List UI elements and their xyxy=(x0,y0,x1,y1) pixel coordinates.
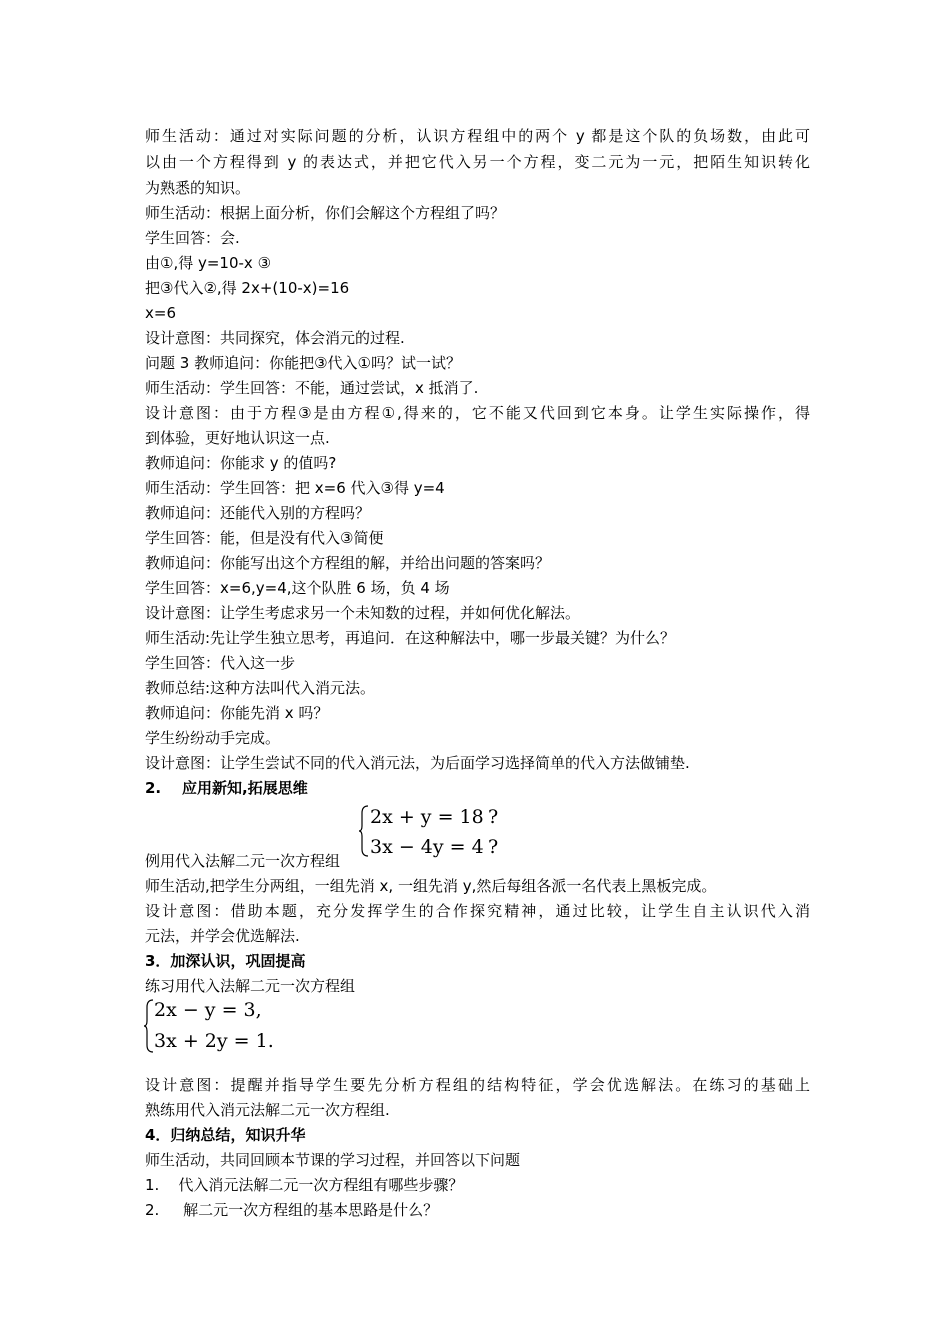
paragraph-line: 教师总结:这种方法叫代入消元法。 xyxy=(145,679,376,697)
practice-equation-1: 2x − y = 3, xyxy=(154,999,262,1021)
question-item: 1. 代入消元法解二元一次方程组有哪些步骤？ xyxy=(145,1176,464,1194)
paragraph-line: x=6 xyxy=(145,304,176,322)
section-heading: 4．归纳总结，知识升华 xyxy=(145,1126,306,1144)
example-equation-2: 3x − 4y = 4 xyxy=(370,836,484,858)
paragraph-line: 教师追问：还能代入别的方程吗？ xyxy=(145,504,371,522)
example-equation-1: 2x + y = 18 xyxy=(370,806,484,828)
equation-brace xyxy=(358,804,370,858)
paragraph-line: 例用代入法解二元一次方程组 xyxy=(145,852,341,870)
paragraph-line: 师生活动：学生回答：把 x=6 代入③得 y=4 xyxy=(145,479,445,497)
paragraph-line: 设计意图：让学生尝试不同的代入消元法，为后面学习选择简单的代入方法做铺垫. xyxy=(145,754,690,772)
paragraph-line: 师生活动：通过对实际问题的分析，认识方程组中的两个 y 都是这个队的负场数，由此可 xyxy=(145,127,810,145)
equation-label-1: ? xyxy=(488,806,499,828)
question-item: 2. 解二元一次方程组的基本思路是什么？ xyxy=(145,1201,439,1219)
paragraph-line: 到体验，更好地认识这一点. xyxy=(145,429,330,447)
paragraph-line: 设计意图：借助本题，充分发挥学生的合作探究精神，通过比较，让学生自主认识代入消 xyxy=(145,902,810,920)
paragraph-line: 问题 3 教师追问：你能把③代入①吗？试一试？ xyxy=(145,354,461,372)
paragraph-line: 以由一个方程得到 y 的表达式，并把它代入另一个方程，变二元为一元，把陌生知识转化 xyxy=(145,153,810,171)
paragraph-line: 学生回答：代入这一步 xyxy=(145,654,296,672)
paragraph-line: 教师追问：你能求 y 的值吗? xyxy=(145,454,337,472)
paragraph-line: 由①,得 y=10-x ③ xyxy=(145,254,272,272)
paragraph-line: 学生回答：能，但是没有代入③简便 xyxy=(145,529,384,547)
paragraph-line: 学生回答：会. xyxy=(145,229,240,247)
section-heading: 3．加深认识，巩固提高 xyxy=(145,952,306,970)
paragraph-line: 为熟悉的知识。 xyxy=(145,179,251,197)
paragraph-line: 教师追问：你能先消 x 吗？ xyxy=(145,704,329,722)
paragraph-line: 设计意图：由于方程③是由方程①,得来的，它不能又代回到它本身。让学生实际操作，得 xyxy=(145,404,810,422)
paragraph-line: 把③代入②,得 2x+(10-x)=16 xyxy=(145,279,350,297)
paragraph-line: 设计意图：共同探究，体会消元的过程. xyxy=(145,329,405,347)
paragraph-line: 学生纷纷动手完成。 xyxy=(145,729,281,747)
paragraph-line: 设计意图：让学生考虑求另一个未知数的过程，并如何优化解法。 xyxy=(145,604,581,622)
paragraph-line: 设计意图：提醒并指导学生要先分析方程组的结构特征，学会优选解法。在练习的基础上 xyxy=(145,1076,810,1094)
paragraph-line: 熟练用代入消元法解二元一次方程组. xyxy=(145,1101,390,1119)
paragraph-line: 师生活动：根据上面分析，你们会解这个方程组了吗？ xyxy=(145,204,506,222)
paragraph-line: 练习用代入法解二元一次方程组 xyxy=(145,977,356,995)
paragraph-line: 师生活动,把学生分两组，一组先消 x, 一组先消 y,然后每组各派一名代表上黑板完成。 xyxy=(145,877,717,895)
equation-label-2: ? xyxy=(488,836,499,858)
section-heading: 2. 应用新知,拓展思维 xyxy=(145,779,308,797)
paragraph-line: 学生回答：x=6,y=4,这个队胜 6 场，负 4 场 xyxy=(145,579,450,597)
paragraph-line: 师生活动：学生回答：不能，通过尝试，x 抵消了. xyxy=(145,379,479,397)
practice-equation-2: 3x + 2y = 1. xyxy=(154,1030,274,1052)
paragraph-line: 师生活动:先让学生独立思考，再追问．在这种解法中，哪一步最关键？为什么？ xyxy=(145,629,676,647)
paragraph-line: 元法，并学会优选解法. xyxy=(145,927,300,945)
paragraph-line: 师生活动，共同回顾本节课的学习过程，并回答以下问题 xyxy=(145,1151,521,1169)
paragraph-line: 教师追问：你能写出这个方程组的解，并给出问题的答案吗？ xyxy=(145,554,551,572)
